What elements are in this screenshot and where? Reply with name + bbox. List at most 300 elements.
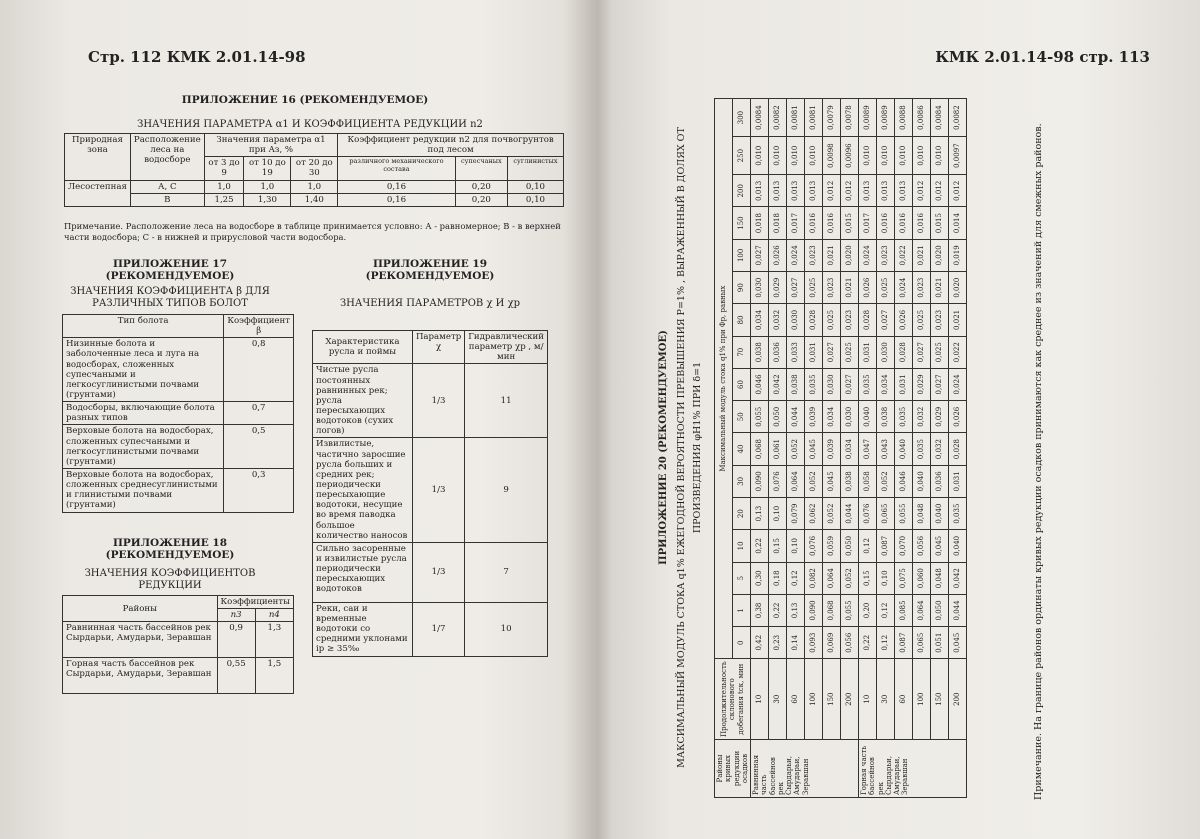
table-cell: 0,023 [877,239,895,271]
table-cell: 0,087 [877,530,895,562]
table-cell: 0,038 [841,465,859,497]
table-cell: 0,0089 [877,99,895,137]
table-cell: 0,034 [823,401,841,433]
table-cell: 0,027 [841,368,859,400]
table-cell: 0,028 [949,433,967,465]
table-cell: 0,016 [805,207,823,239]
table-cell: 0,087 [895,627,913,659]
table-cell: 0,059 [823,530,841,562]
table-row [751,99,769,798]
table-cell: 0,13 [787,594,805,626]
app20-subtitle: МАКСИМАЛЬНЫЙ МОДУЛЬ СТОКА q1% ЕЖЕГОДНОЙ ВЕРОЯТНОСТИ ПРЕВЫШЕНИЯ P=1% , ВЫРАЖЕННЫЙ В ДОЛЯХ ОТ [676,127,687,768]
table-cell: Извилистые, частично заросшие русла больших и средних рек; периодически пересыхающие водотоки, несущие во время паводка большое количество наносов [313,438,413,542]
table-cell: 0,036 [931,465,949,497]
table-cell: 0,024 [895,271,913,303]
phi-header: 70 [733,336,751,368]
table-cell: 0,023 [931,304,949,336]
table-cell: 0,55 [217,658,255,694]
table-cell: 0,026 [769,239,787,271]
table-cell: 0,022 [949,336,967,368]
table-cell: Верховые болота на водосборах, сложенных среднесуглинистыми и глинистыми почвами (грунтами) [63,468,224,512]
table-cell: 0,048 [913,497,931,529]
table-cell: 0,0098 [823,137,841,175]
table-row [877,99,895,798]
table-cell: 0,021 [931,271,949,303]
table-cell: 0,044 [841,497,859,529]
app16-note: Примечание. Расположение леса на водосборе в таблице принимается условно: А - равномерное; В - в верхней части водосбора; С - в нижней и прирусловой части водосбора. [64,221,561,242]
table-cell: 0,028 [805,304,823,336]
table-cell: 0,031 [949,465,967,497]
table-cell: А, С [130,180,204,193]
app19-h-chi: Параметр χ [412,331,464,364]
table-cell: 10 [465,602,548,656]
table-cell: 0,052 [823,497,841,529]
table-cell: 0,032 [913,401,931,433]
app20-note: Примечание. На границе районов ординаты кривых редукции осадков принимаются как среднее из значений для смежных районов. [1033,123,1044,800]
app19-h-char: Характеристика русла и поймы [313,331,413,364]
table-cell: 0,045 [931,530,949,562]
table-cell: 0,017 [859,207,877,239]
table-cell: 0,035 [895,401,913,433]
table-cell: 1,3 [255,622,293,658]
table-row [949,99,967,798]
app16-h-zone: Природная зона [65,134,131,181]
app18-subtitle-2: РЕДУКЦИИ [138,580,202,591]
table-cell: 0,050 [841,530,859,562]
table-cell: 0,025 [805,271,823,303]
table-cell: 0,031 [895,368,913,400]
table-row [63,425,294,469]
table-cell: 0,013 [805,175,823,207]
table-cell: 0,10 [769,497,787,529]
phi-header: 90 [733,271,751,303]
table-cell: 0,064 [913,594,931,626]
table-cell: 0,12 [859,530,877,562]
table-cell: 0,075 [895,562,913,594]
table-cell: 0,018 [751,207,769,239]
table-cell: 0,056 [841,627,859,659]
app18-h-n4: n4 [255,609,293,622]
table-cell: 0,062 [805,497,823,529]
table-cell: 0,42 [751,627,769,659]
table-cell: 0,046 [895,465,913,497]
table-cell: 10 [859,659,877,740]
right-running-head: КМК 2.01.14-98 стр. 113 [935,48,1150,66]
table-cell: 100 [913,659,931,740]
table-cell: 0,022 [895,239,913,271]
table-cell: В [130,193,204,206]
table-cell: 1,0 [244,180,291,193]
table-cell: 0,038 [751,336,769,368]
table-cell: Горная часть бассейнов рек Сырдарьи, Амударьи, Зеравшан [63,658,218,694]
phi-header: 80 [733,304,751,336]
app18-table [62,595,294,694]
table-cell: Низинные болота и заболоченные леса и луга на водосборах, сложенных супесчаными и легкосуглинистыми почвами (грунтами) [63,338,224,402]
table-cell: 0,028 [895,336,913,368]
app20-h-dur: Продолжительность склонового добегания tск, мин [715,659,751,740]
table-cell: 0,021 [823,239,841,271]
app18-h-n3: n3 [217,609,255,622]
table-cell: 0,025 [877,271,895,303]
table-row [313,438,548,542]
table-cell: 150 [931,659,949,740]
table-cell: 0,046 [751,368,769,400]
app16-h-alpha: Значения параметра α1 при Aз, % [204,134,338,157]
table-cell: 0,10 [507,193,563,206]
table-cell: 0,015 [841,207,859,239]
app20-h-phi: Максимальный модуль стока q1% при Φр, равных [715,99,733,659]
app20-body [751,99,967,798]
table-cell: 0,12 [877,627,895,659]
table-cell: 0,069 [823,627,841,659]
table-cell: 0,064 [787,465,805,497]
app16-h-n2: Коэффициент редукции n2 для почвогрунтов под лесом [338,134,564,157]
table-cell: 0,025 [931,336,949,368]
table-cell: 0,056 [913,530,931,562]
table-cell: 0,7 [224,402,294,425]
app16-table [64,133,564,207]
table-cell: 0,18 [769,562,787,594]
table-cell: 0,048 [931,562,949,594]
table-cell: 0,016 [913,207,931,239]
table-cell: 0,10 [787,530,805,562]
table-cell: 0,030 [877,336,895,368]
table-cell: Реки, саи и временные водотоки со средними уклонами ip ≥ 35‰ [313,602,413,656]
table-cell: 0,024 [859,239,877,271]
table-cell: 0,012 [913,175,931,207]
app16-h-s3: суглинистых [507,157,563,180]
table-cell: Равнинная часть бассейнов рек Сырдарьи, Амударьи, Зеравшан [63,622,218,658]
app16-h-a3: от 20 до 30 [291,157,338,180]
table-cell: 1/7 [412,602,464,656]
table-cell: 0,029 [913,368,931,400]
table-cell: 0,045 [949,627,967,659]
phi-header: 60 [733,368,751,400]
table-cell: 0,090 [751,465,769,497]
table-cell: 0,3 [224,468,294,512]
table-cell: 0,9 [217,622,255,658]
table-cell: 0,040 [931,497,949,529]
app16-h-a2: от 10 до 19 [244,157,291,180]
table-cell: 0,064 [823,562,841,594]
table-cell: 0,019 [949,239,967,271]
table-cell: 0,035 [805,368,823,400]
table-cell: 0,052 [805,465,823,497]
table-cell: 0,023 [841,304,859,336]
right-page [620,0,1180,839]
table-cell: 0,20 [455,193,507,206]
table-cell: 0,035 [859,368,877,400]
table-cell: 0,068 [823,594,841,626]
table-cell: 1,0 [291,180,338,193]
table-row [769,99,787,798]
table-cell: 0,027 [823,336,841,368]
table-cell: 60 [787,659,805,740]
table-cell: 0,010 [787,137,805,175]
table-cell: 0,035 [949,497,967,529]
table-cell: 0,0079 [823,99,841,137]
table-cell: 0,039 [805,401,823,433]
table-cell: 0,040 [913,465,931,497]
table-cell: 0,13 [751,497,769,529]
table-cell: Сильно засоренные и извилистые русла периодически пересыхающих водотоков [313,542,413,602]
table-cell: 0,0096 [841,137,859,175]
table-cell: 0,0081 [787,99,805,137]
table-cell: 150 [823,659,841,740]
table-cell: 0,055 [751,401,769,433]
table-cell: 1/3 [412,438,464,542]
table-row [63,402,294,425]
table-cell: 0,020 [949,271,967,303]
app19-title-2: (РЕКОМЕНДУЕМОЕ) [365,270,495,282]
table-cell: 0,076 [859,497,877,529]
table-cell: 0,090 [805,594,823,626]
phi-header: 30 [733,465,751,497]
table-row [63,658,294,694]
app17-subtitle: ЗНАЧЕНИЯ КОЭФФИЦИЕНТА β ДЛЯ [70,286,270,297]
table-cell: 0,38 [751,594,769,626]
table-cell: 0,8 [224,338,294,402]
table-cell: 0,023 [913,271,931,303]
table-cell: 0,013 [787,175,805,207]
table-cell: 0,016 [823,207,841,239]
table-cell: 0,038 [877,401,895,433]
table-cell: 0,020 [931,239,949,271]
phi-header: 150 [733,207,751,239]
table-cell: 0,0082 [769,99,787,137]
table-row [313,602,548,656]
table-cell: 0,22 [751,530,769,562]
table-cell: 0,010 [895,137,913,175]
app19-subtitle: ЗНАЧЕНИЯ ПАРАМЕТРОВ χ И χр [339,298,521,309]
table-cell: 0,20 [859,594,877,626]
table-cell: 0,085 [895,594,913,626]
table-cell: 0,040 [949,530,967,562]
table-cell: 0,22 [859,627,877,659]
table-cell: 0,013 [895,175,913,207]
phi-header: 0 [733,627,751,659]
table-cell: 0,10 [877,562,895,594]
phi-header: 50 [733,401,751,433]
table-cell: 0,012 [841,175,859,207]
table-cell: 0,030 [751,271,769,303]
table-cell: 0,034 [841,433,859,465]
table-row [65,180,564,193]
app19-h-chip: Гидравлический параметр χр , м/мин [465,331,548,364]
table-cell: 0,0084 [931,99,949,137]
table-cell: 0,010 [751,137,769,175]
app16-h-s1: различного механического состава [338,157,455,180]
table-cell: 0,010 [769,137,787,175]
phi-header: 20 [733,497,751,529]
table-cell: 0,055 [895,497,913,529]
phi-header: 40 [733,433,751,465]
app16-zone: Лесостепная [65,180,131,206]
table-cell: 0,030 [787,304,805,336]
table-cell: 0,0088 [895,99,913,137]
table-cell: 9 [465,438,548,542]
table-cell: 0,16 [338,180,455,193]
table-cell: 0,0082 [949,99,967,137]
table-row [859,99,877,798]
table-cell: 0,042 [949,562,967,594]
table-cell: 0,0089 [859,99,877,137]
table-row [823,99,841,798]
table-cell: 0,040 [859,401,877,433]
table-cell: 0,021 [949,304,967,336]
table-cell: 0,076 [805,530,823,562]
table-cell: 10 [751,659,769,740]
table-cell: 0,044 [787,401,805,433]
table-cell: 0,082 [805,562,823,594]
table-cell: 0,021 [913,239,931,271]
table-row [313,364,548,438]
table-cell: 0,010 [931,137,949,175]
table-cell: 1/3 [412,542,464,602]
table-row [931,99,949,798]
table-cell: 0,031 [805,336,823,368]
table-cell: 0,031 [859,336,877,368]
table-cell: 0,014 [949,207,967,239]
table-cell: 1,0 [204,180,244,193]
table-cell: 0,039 [823,433,841,465]
table-cell: 0,024 [949,368,967,400]
app17-h-type: Тип болота [63,315,224,338]
table-cell: 0,026 [859,271,877,303]
table-cell: 0,14 [787,627,805,659]
table-cell: 0,013 [769,175,787,207]
table-cell: 0,15 [769,530,787,562]
app17-h-coef: Коэффициент β [224,315,294,338]
phi-header: 10 [733,530,751,562]
table-cell: 0,029 [769,271,787,303]
table-cell: 0,052 [841,562,859,594]
table-cell: 0,010 [877,137,895,175]
table-cell: 0,015 [931,207,949,239]
table-cell: 0,027 [787,271,805,303]
table-row [63,468,294,512]
table-cell: 0,22 [769,594,787,626]
table-cell: Водосборы, включающие болота разных типов [63,402,224,425]
table-cell: 0,010 [805,137,823,175]
table-cell: 0,040 [895,433,913,465]
table-cell: 0,23 [769,627,787,659]
table-cell: 0,017 [787,207,805,239]
table-cell: 0,050 [931,594,949,626]
table-cell: 0,052 [787,433,805,465]
table-cell: 0,016 [895,207,913,239]
table-cell: 1,25 [204,193,244,206]
table-cell: 0,070 [895,530,913,562]
app20-h-region: Районы кривых редукции осадков [715,740,751,798]
left-running-head: Стр. 112 КМК 2.01.14-98 [88,48,306,66]
table-cell: 0,0078 [841,99,859,137]
app17-title-2: (РЕКОМЕНДУЕМОЕ) [105,270,235,282]
table-cell: 0,027 [931,368,949,400]
table-cell: 0,025 [841,336,859,368]
table-cell: 0,023 [823,271,841,303]
table-cell: 0,044 [949,594,967,626]
table-cell: 0,050 [769,401,787,433]
table-cell: 0,010 [913,137,931,175]
table-cell: 0,052 [877,465,895,497]
table-cell: 0,013 [751,175,769,207]
table-cell: 0,010 [859,137,877,175]
table-cell: 1,40 [291,193,338,206]
app18-title: ПРИЛОЖЕНИЕ 18 [112,537,228,549]
table-cell: 0,026 [949,401,967,433]
table-cell: 0,12 [787,562,805,594]
table-cell: 1,5 [255,658,293,694]
table-cell: 0,12 [877,594,895,626]
app20-subtitle-2: ПРОИЗВЕДЕНИЯ φH1% ПРИ δ=1 [692,361,703,534]
table-cell: 0,045 [805,433,823,465]
table-cell: 0,025 [913,304,931,336]
table-cell: 0,10 [507,180,563,193]
table-cell: 0,30 [751,562,769,594]
table-cell: 0,032 [931,433,949,465]
phi-header: 300 [733,99,751,137]
app18-h-reg: Районы [63,596,218,622]
table-cell: Чистые русла постоянных равнинных рек; русла пересыхающих водотоков (сухих логов) [313,364,413,438]
table-row [787,99,805,798]
table-cell: 0,043 [877,433,895,465]
table-cell: 0,061 [769,433,787,465]
table-row [65,193,564,206]
phi-header: 200 [733,175,751,207]
app17-table [62,314,294,513]
table-cell: 0,035 [913,433,931,465]
app18-title-2: (РЕКОМЕНДУЕМОЕ) [105,549,235,561]
table-cell: 100 [805,659,823,740]
table-cell: 0,0081 [805,99,823,137]
table-row [63,338,294,402]
table-cell: 0,026 [895,304,913,336]
table-cell: 0,065 [877,497,895,529]
app17-subtitle-2: РАЗЛИЧНЫХ ТИПОВ БОЛОТ [92,298,248,309]
table-cell: 0,047 [859,433,877,465]
table-cell: 0,027 [877,304,895,336]
table-cell: 0,093 [805,627,823,659]
table-row [805,99,823,798]
table-cell: 0,027 [913,336,931,368]
table-cell: 1/3 [412,364,464,438]
table-cell: 0,065 [913,627,931,659]
table-cell: 0,030 [841,401,859,433]
table-cell: 200 [949,659,967,740]
phi-header: 5 [733,562,751,594]
table-cell: 0,0084 [751,99,769,137]
app18-h-coef: Коэффициенты [217,596,293,609]
table-cell: 60 [895,659,913,740]
app16-h-loc: Расположение леса на водосборе [130,134,204,181]
table-cell: 0,013 [877,175,895,207]
table-cell: 0,018 [769,207,787,239]
app16-subtitle: ЗНАЧЕНИЯ ПАРАМЕТРА α1 И КОЭФФИЦИЕНТА РЕДУКЦИИ n2 [137,119,483,130]
table-cell: 0,038 [787,368,805,400]
table-cell: 0,051 [931,627,949,659]
table-cell: 0,023 [805,239,823,271]
table-cell: 0,029 [931,401,949,433]
app17-title: ПРИЛОЖЕНИЕ 17 [112,258,228,270]
table-cell: 0,16 [338,193,455,206]
table-cell: 0,028 [859,304,877,336]
table-cell: 200 [841,659,859,740]
table-cell: 0,0097 [949,137,967,175]
table-cell: 0,021 [841,271,859,303]
app20-title: ПРИЛОЖЕНИЕ 20 (РЕКОМЕНДУЕМОЕ) [658,330,669,565]
table-cell: 0,045 [823,465,841,497]
